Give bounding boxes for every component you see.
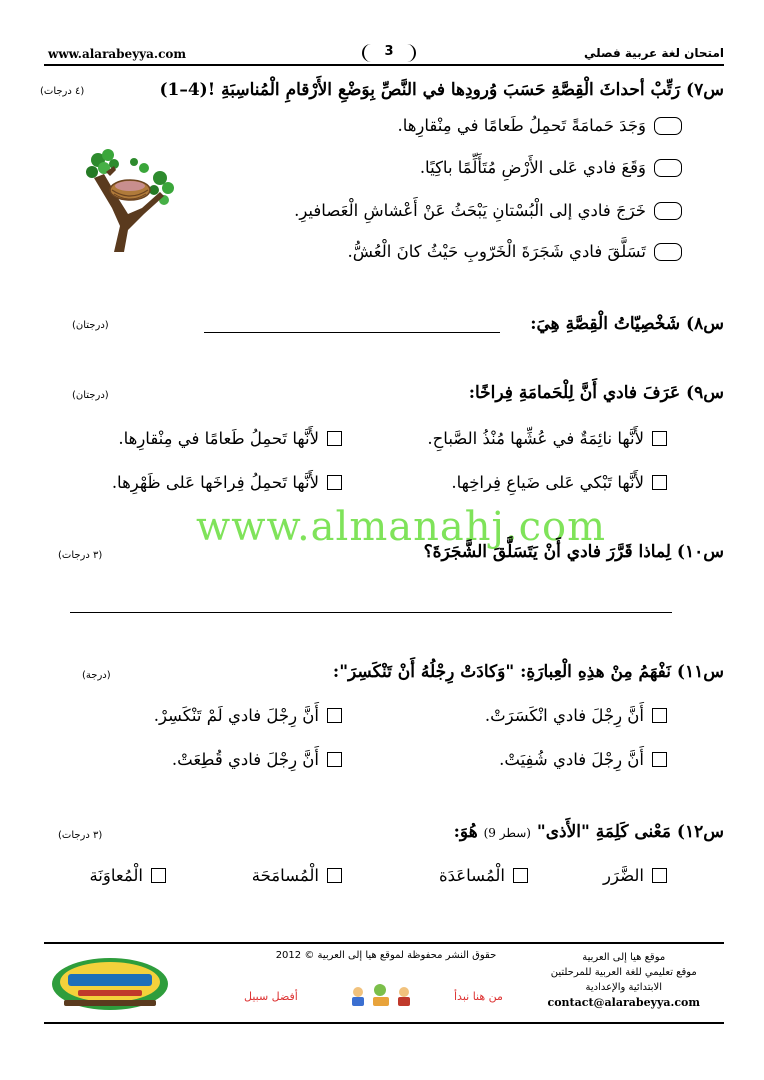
q7-option xyxy=(294,201,682,220)
checkbox[interactable] xyxy=(652,708,667,723)
q12-line-ref: (سطر 9) xyxy=(483,826,531,840)
q9-text: عَرَفَ فادي أَنَّ لِلْحَمامَةِ فِراخًا: xyxy=(468,383,681,403)
exam-title: امتحان لغة عربية فصلي xyxy=(584,46,724,60)
q11-option xyxy=(485,706,667,725)
q8-text: شَخْصِيّاتُ الْقِصَّةِ هِيَ: xyxy=(530,314,681,334)
checkbox[interactable] xyxy=(327,868,342,883)
q11-text: نَفْهَمُ مِنْ هذِهِ الْعِبارَةِ: "وَكادَتْ رِجْلُهُ أَنْ تَنْكَسِرَ": xyxy=(332,662,671,682)
nest-icon xyxy=(110,180,150,200)
site-logo[interactable] xyxy=(48,950,172,1014)
header-site[interactable]: www.alarabeyya.com xyxy=(48,47,187,61)
q9-option-text: لأَنَّها نائِمَةٌ في عُشِّها مُنْذُ الصَّباحِ. xyxy=(427,429,644,448)
checkbox[interactable] xyxy=(327,708,342,723)
q11-points: (درجة) xyxy=(82,670,111,681)
q12-option xyxy=(89,866,166,885)
q12-text: مَعْنى كَلِمَةِ "الأَذى" xyxy=(536,822,671,842)
checkbox[interactable] xyxy=(151,868,166,883)
footer-site-desc1: موقع تعليمي للغة العربية للمرحلتين xyxy=(550,967,697,978)
checkbox[interactable] xyxy=(652,431,667,446)
q9-option xyxy=(118,429,342,448)
q9-points: (درجتان) xyxy=(72,390,109,401)
q11-option-text: أَنَّ رِجْلَ فادي لَمْ تَنْكَسِرْ. xyxy=(153,706,319,725)
q12-option-text: الْمُعاوَنَة xyxy=(89,866,143,885)
q9-option-text: لأَنَّها تَحمِلُ طَعامًا في مِنْقارِها. xyxy=(118,429,319,448)
q7-option xyxy=(347,242,682,261)
q11-option-text: أَنَّ رِجْلَ فادي انْكَسَرَتْ. xyxy=(484,706,644,725)
q12-option-text: الضَّرَر xyxy=(603,866,644,885)
checkbox[interactable] xyxy=(652,752,667,767)
rank-box[interactable] xyxy=(654,117,682,135)
rank-box[interactable] xyxy=(654,159,682,177)
footer-site-desc2: الابتدائية والإعدادية xyxy=(585,982,663,993)
slogan-right: أفضل سبيل xyxy=(244,990,298,1003)
q11-option-text: أَنَّ رِجْلَ فادي قُطِعَتْ. xyxy=(171,750,319,769)
footer-slogan-banner xyxy=(240,984,540,1008)
q9-number: س٩) xyxy=(686,383,724,403)
q7-option-text: خَرَجَ فادي إلى الْبُسْتانِ يَبْحَثُ عَنْ أَعْشاشِ الْعَصافيرِ. xyxy=(294,201,646,220)
q7-option-text: تَسَلَّقَ فادي شَجَرَةَ الْخَرّوبِ حَيْثُ كانَ الْعُشُّ. xyxy=(347,242,646,261)
rank-box[interactable] xyxy=(654,202,682,220)
footer-site-info xyxy=(548,950,700,1010)
checkbox[interactable] xyxy=(652,475,667,490)
q10-heading xyxy=(424,542,724,562)
checkbox[interactable] xyxy=(652,868,667,883)
footer-site-name: موقع هيا إلى العربية xyxy=(582,952,666,963)
q12-number: س١٢) xyxy=(676,822,724,842)
q7-option-text: وَجَدَ حَمامَةً تَحمِلُ طَعامًا في مِنْقارِها. xyxy=(397,116,646,135)
page-header xyxy=(44,44,724,66)
q12-option xyxy=(439,866,528,885)
q12-option-text: الْمُساعَدَة xyxy=(438,866,505,885)
q11-number: س١١) xyxy=(676,662,724,682)
watermark: www.almanahj.com xyxy=(196,504,607,550)
page-number: 3 xyxy=(362,44,416,62)
q12-points: (٣ درجات) xyxy=(58,830,103,841)
q11-option-text: أَنَّ رِجْلَ فادي شُفِيَتْ. xyxy=(499,750,644,769)
q8-points: (درجتان) xyxy=(72,320,109,331)
q12-option xyxy=(603,866,667,885)
checkbox[interactable] xyxy=(327,475,342,490)
q12-heading xyxy=(454,822,724,842)
slogan-left: من هنا نبدأ xyxy=(454,990,503,1003)
q8-answer-line[interactable] xyxy=(204,332,500,333)
q7-option-text: وَقَعَ فادي عَلى الأَرْضِ مُتَأَلِّمًا باكِيًا. xyxy=(419,158,646,177)
checkbox[interactable] xyxy=(327,431,342,446)
q9-option xyxy=(112,473,342,492)
q10-number: س١٠) xyxy=(676,542,724,562)
q10-text: لِماذا قَرَّرَ فادي أَنْ يَتَسَلَّقَ الشَّجَرَةَ؟ xyxy=(423,542,671,562)
q7-points: (٤ درجات) xyxy=(40,86,85,97)
q7-text: رَتِّبْ أحداثَ الْقِصَّةِ حَسَبَ وُرودِها في النَّصِّ بِوَضْعِ الأَرْقامِ الْمُناسِبَةِ xyxy=(221,80,681,100)
q9-option-text: لأَنَّها تَبْكي عَلى ضَياعِ فِراخِها. xyxy=(451,473,644,492)
q10-points: (٣ درجات) xyxy=(58,550,103,561)
q7-range: (1–4)! xyxy=(159,80,216,100)
q8-heading xyxy=(530,314,724,334)
q12-option xyxy=(252,866,342,885)
page-footer xyxy=(44,942,724,1024)
q7-heading xyxy=(159,80,724,100)
q11-option xyxy=(499,750,667,769)
q9-heading xyxy=(469,383,724,403)
q12-text-end: هُوَ: xyxy=(453,822,478,842)
q11-option xyxy=(154,706,342,725)
q7-option xyxy=(397,116,682,135)
q7-option xyxy=(420,158,682,177)
footer-contact[interactable]: contact@alarabeyya.com xyxy=(547,996,700,1009)
q11-option xyxy=(172,750,342,769)
children-reading-icon xyxy=(352,984,410,1006)
q10-answer-line[interactable] xyxy=(70,612,672,613)
checkbox[interactable] xyxy=(513,868,528,883)
bird-nest-illustration xyxy=(84,148,176,252)
q12-option-text: الْمُسامَحَة xyxy=(251,866,319,885)
q9-option-text: لأَنَّها تَحمِلُ فِراخَها عَلى ظَهْرِها. xyxy=(111,473,319,492)
q9-option xyxy=(427,429,667,448)
checkbox[interactable] xyxy=(327,752,342,767)
rank-box[interactable] xyxy=(654,243,682,261)
q9-option xyxy=(451,473,667,492)
q11-heading xyxy=(333,662,724,682)
q8-number: س٨) xyxy=(686,314,724,334)
footer-copyright: حقوق النشر محفوظة لموقع هيا إلى العربية © 2012 xyxy=(275,950,497,961)
q7-number: س٧) xyxy=(686,80,724,100)
